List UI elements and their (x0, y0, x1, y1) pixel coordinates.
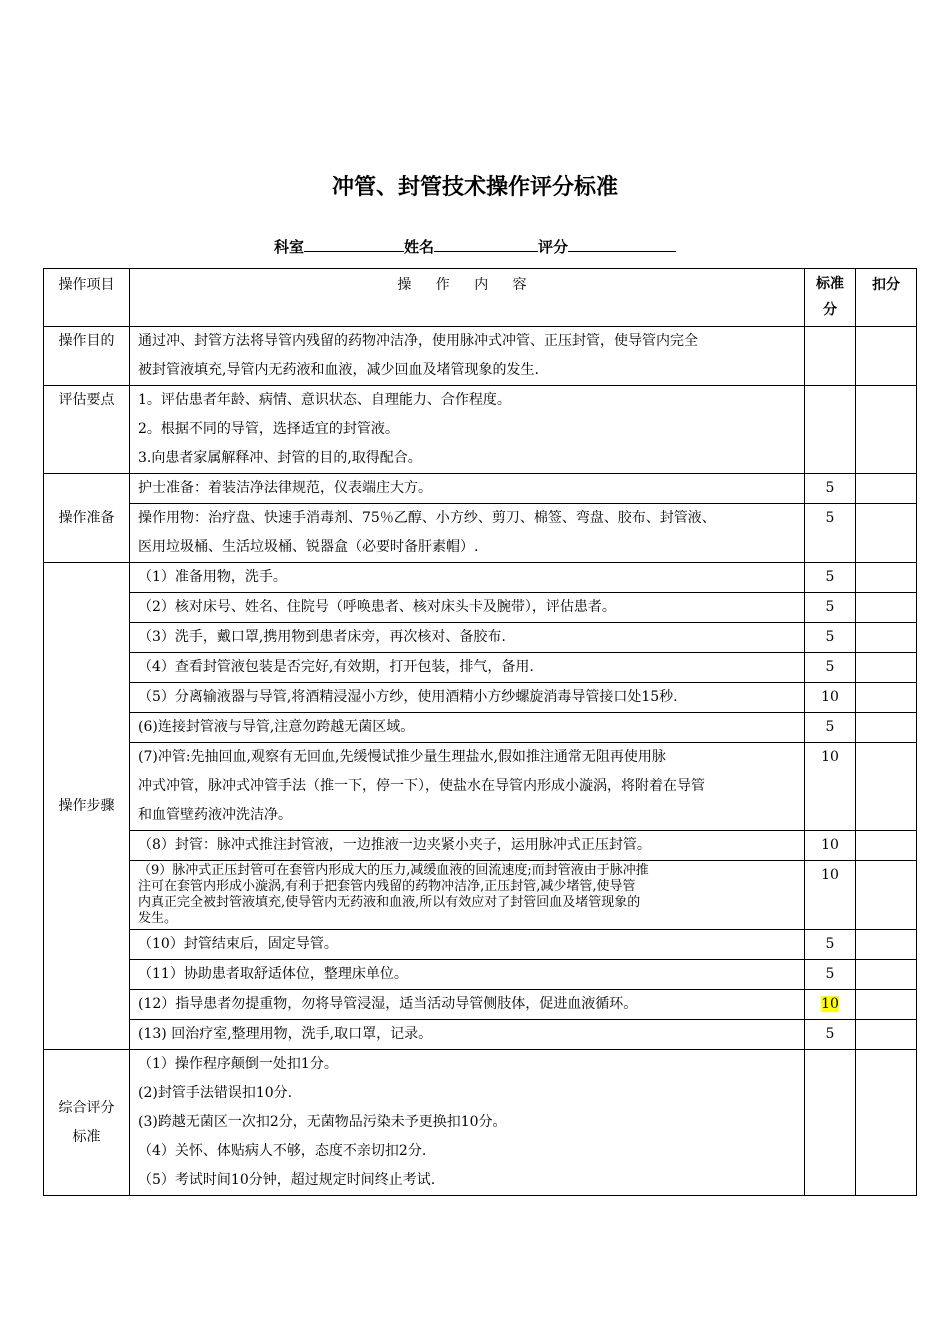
text-line: 和血管壁药液冲洗洁净。 (138, 807, 292, 823)
step-row (44, 743, 917, 831)
text-line: 医用垃圾桶、生活垃圾桶、锐器盒（必要时备肝素帽）. (138, 539, 479, 555)
step-row-score (805, 563, 856, 593)
step-row-deduct (856, 683, 917, 713)
step-row-content (130, 990, 805, 1020)
text-line: 3.向患者家属解释冲、封管的目的,取得配合。 (138, 450, 422, 466)
score-value: 10 (821, 749, 839, 765)
step-row (44, 713, 917, 743)
score-value: 5 (825, 480, 835, 496)
step-row-content (130, 683, 805, 713)
text-line: 冲式冲管，脉冲式冲管手法（推一下，停一下），使盐水在导管内形成小漩涡，将附着在导管 (138, 778, 705, 794)
text-line: 被封管液填充,导管内无药液和血液，减少回血及堵管现象的发生. (138, 362, 539, 378)
step-row-deduct (856, 653, 917, 683)
purpose-row-score (805, 327, 856, 386)
overall-row-content (130, 1050, 805, 1196)
header-deduct: 扣分 (856, 269, 917, 327)
step-row-deduct (856, 990, 917, 1020)
assessment-row-content (130, 386, 805, 474)
dept-blank (304, 237, 404, 252)
step-row (44, 563, 917, 593)
text-line: （8）封管：脉冲式推注封管液，一边推液一边夹紧小夹子，运用脉冲式正压封管。 (138, 837, 651, 853)
text-line: 1。评估患者年龄、病情、意识状态、自理能力、合作程度。 (138, 392, 511, 408)
step-row-deduct (856, 563, 917, 593)
step-row (44, 593, 917, 623)
text-line: 通过冲、封管方法将导管内残留的药物冲洁净，使用脉冲式冲管、正压封管，使导管内完全 (138, 333, 698, 349)
prep-row-deduct (856, 504, 917, 563)
step-row (44, 930, 917, 960)
header-std-score: 标准分 (805, 269, 856, 327)
text-line: （1）操作程序颠倒一处扣1分。 (138, 1056, 338, 1072)
score-value: 5 (825, 569, 835, 585)
prep-row-score (805, 504, 856, 563)
score-value: 5 (825, 719, 835, 735)
text-line: （1）准备用物，洗手。 (138, 569, 287, 585)
assessment-row-label: 评估要点 (44, 386, 130, 474)
step-row-content (130, 743, 805, 831)
text-line: （2）核对床号、姓名、住院号（呼唤患者、核对床头卡及腕带），评估患者。 (138, 599, 616, 615)
step-row (44, 683, 917, 713)
step-row-score (805, 623, 856, 653)
assessment-row-deduct (856, 386, 917, 474)
step-row-content (130, 593, 805, 623)
step-row-content (130, 623, 805, 653)
step-row (44, 653, 917, 683)
step-row-content (130, 831, 805, 861)
step-row (44, 960, 917, 990)
text-line: （10）封管结束后，固定导管。 (138, 936, 338, 952)
step-row-content (130, 1020, 805, 1050)
step-row-deduct (856, 743, 917, 831)
text-line: （5）考试时间10分钟，超过规定时间终止考试. (138, 1172, 436, 1188)
step-row-score (805, 990, 856, 1020)
header-item: 操作项目 (44, 269, 130, 327)
scoring-table (43, 268, 917, 1196)
step-row-score (805, 743, 856, 831)
score-label: 评分 (538, 238, 569, 256)
text-line: 护士准备：着装洁净法律规范，仪表端庄大方。 (138, 480, 432, 496)
prep-row-score (805, 474, 856, 504)
text-line: 内真正完全被封管液填充,使导管内无药液和血液,所以有效应对了封管回血及堵管现象的 (138, 895, 641, 910)
step-row (44, 1020, 917, 1050)
text-line: （4）查看封管液包装是否完好,有效期，打开包装，排气，备用. (138, 659, 534, 675)
assessment-row-score (805, 386, 856, 474)
text-line: (7)冲管:先抽回血,观察有无回血,先缓慢试推少量生理盐水,假如推注通常无阻再使用脉 (138, 749, 666, 765)
prep-row (44, 474, 917, 504)
dept-label: 科室 (273, 238, 304, 256)
step-row-score (805, 930, 856, 960)
overall-row-label (44, 1050, 130, 1196)
purpose-row-label: 操作目的 (44, 327, 130, 386)
step-row-deduct (856, 593, 917, 623)
text-line: （5）分离输液器与导管,将酒精浸湿小方纱，使用酒精小方纱螺旋消毒导管接口处15秒. (138, 689, 678, 705)
text-line: (2)封管手法错误扣10分. (138, 1085, 293, 1101)
text-line: 操作用物：治疗盘、快速手消毒剂、75％乙醇、小方纱、剪刀、棉签、弯盘、胶布、封管液、 (138, 510, 716, 526)
page-title: 冲管、封管技术操作评分标准 (331, 175, 618, 200)
form-header-line (0, 236, 950, 257)
step-row-score (805, 593, 856, 623)
score-value: 5 (825, 966, 835, 982)
name-blank (434, 237, 538, 252)
score-value: 10 (821, 689, 839, 705)
score-value: 10 (821, 867, 839, 883)
score-value: 5 (825, 659, 835, 675)
text-line: (13) 回治疗室,整理用物，洗手,取口罩，记录。 (138, 1026, 433, 1042)
step-row-content (130, 713, 805, 743)
purpose-row-deduct (856, 327, 917, 386)
step-row (44, 861, 917, 930)
text-line: 发生。 (138, 911, 178, 926)
score-value: 5 (825, 936, 835, 952)
label-line: 综合评分 (58, 1099, 115, 1116)
score-value: 5 (825, 510, 835, 526)
text-line: (6)连接封管液与导管,注意勿跨越无菌区域。 (138, 719, 415, 735)
step-row-content (130, 960, 805, 990)
step-row-score (805, 713, 856, 743)
overall-row-deduct (856, 1050, 917, 1196)
name-label: 姓名 (403, 238, 434, 256)
text-line: （11）协助患者取舒适体位，整理床单位。 (138, 966, 408, 982)
step-row-score (805, 653, 856, 683)
text-line: （9）脉冲式正压封管可在套管内形成大的压力,减缓血液的回流速度;而封管液由于脉冲推 (138, 863, 649, 878)
score-blank (568, 237, 676, 252)
score-value: 5 (825, 1026, 835, 1042)
text-line: (3)跨越无菌区一次扣2分，无菌物品污染未予更换扣10分。 (138, 1114, 507, 1130)
text-line: （4）关怀、体贴病人不够，态度不亲切扣2分. (138, 1143, 427, 1159)
prep-row-content (130, 504, 805, 563)
step-row-deduct (856, 713, 917, 743)
prep-row-deduct (856, 474, 917, 504)
step-row-content (130, 930, 805, 960)
header-row (44, 269, 917, 327)
text-line: （3）洗手，戴口罩,携用物到患者床旁，再次核对、备胶布. (138, 629, 506, 645)
step-row-label: 操作步骤 (44, 563, 130, 1050)
step-row-deduct (856, 623, 917, 653)
score-value: 5 (825, 629, 835, 645)
step-row-score (805, 683, 856, 713)
prep-row-content (130, 474, 805, 504)
text-line: 注可在套管内形成小漩涡,有利于把套管内残留的药物冲洁净,正压封管,减少堵管,使导管 (138, 879, 636, 894)
overall-row (44, 1050, 917, 1196)
purpose-row (44, 327, 917, 386)
text-line: 2。根据不同的导管，选择适宜的封管液。 (138, 421, 399, 437)
label-line: 标准 (72, 1128, 101, 1145)
step-row-deduct (856, 831, 917, 861)
step-row-score (805, 1020, 856, 1050)
step-row-score (805, 831, 856, 861)
step-row-score (805, 861, 856, 930)
step-row-content (130, 861, 805, 930)
header-content: 操 作 内 容 (130, 269, 805, 327)
step-row-deduct (856, 1020, 917, 1050)
assessment-row (44, 386, 917, 474)
step-row-deduct (856, 960, 917, 990)
step-row (44, 831, 917, 861)
prep-row (44, 504, 917, 563)
text-line: (12）指导患者勿提重物，勿将导管浸湿，适当活动导管侧肢体，促进血液循环。 (138, 996, 638, 1012)
score-value: 10 (821, 837, 839, 853)
step-row-deduct (856, 930, 917, 960)
purpose-row-content (130, 327, 805, 386)
step-row (44, 623, 917, 653)
score-value: 5 (825, 599, 835, 615)
step-row-deduct (856, 861, 917, 930)
step-row-content (130, 653, 805, 683)
step-row (44, 990, 917, 1020)
step-row-content (130, 563, 805, 593)
step-row-score (805, 960, 856, 990)
overall-row-score (805, 1050, 856, 1196)
prep-row-label: 操作准备 (44, 474, 130, 563)
score-value: 10 (821, 996, 839, 1012)
